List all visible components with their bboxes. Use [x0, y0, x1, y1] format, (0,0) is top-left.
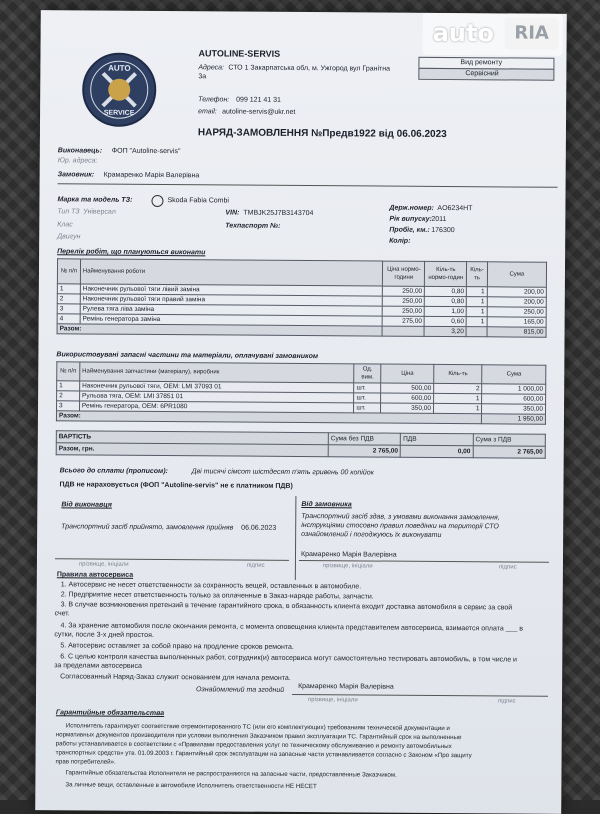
parts-cell-unit: шт. [354, 393, 381, 403]
works-cell-name: Наконечник рульової тяги правий заміна [80, 294, 383, 306]
works-col-hours: Кіль-ть нормо-годин [425, 261, 467, 286]
vehicle-engine-label: Двигун [57, 233, 81, 241]
works-cell-hour-price: 250,00 [383, 306, 425, 316]
works-cell-number: 4 [57, 314, 80, 324]
rules-item: Согласованный Наряд-Заказ служит основанием для начала ремонта. [60, 673, 291, 682]
rules-item: за пределами автосервиса [54, 662, 142, 670]
customer-sign-caption: підпис [498, 564, 517, 571]
cost-total-with-vat: 2 765,00 [473, 446, 545, 459]
rules-sign-name-caption: прізвище, ініціали [307, 697, 358, 704]
in-words-label: Всього до сплати (прописом): [59, 467, 168, 476]
parts-col-name: Найменування запчастини (матеріалу), виробник [80, 362, 355, 383]
parts-cell-number: 1 [57, 381, 80, 391]
customer-side-text-1: Транспортний засіб здав, з умовами виконання замовлення, [301, 513, 500, 522]
executor-side-text: Транспортний засіб прийнято, замовлення прийняв [61, 523, 234, 532]
email-value: autoline-servis@ukr.net [222, 108, 296, 116]
works-col-number: № п/п [57, 259, 80, 284]
executor-side-heading: Від виконавця [61, 501, 112, 509]
works-header-row [57, 259, 546, 287]
works-cell-name: Ремінь генератора заміна [80, 314, 383, 326]
address-label: Адреса: [198, 64, 225, 72]
cost-total-row [56, 443, 545, 458]
vehicle-class-label: Клас [57, 221, 73, 229]
customer-label: Замовник: [57, 171, 95, 179]
vat-note: ПДВ не нараховується (ФОП "Autoline-servis" не є платником ПДВ) [59, 481, 293, 490]
works-cell-qty: 1 [466, 307, 487, 317]
works-cell-sum: 165,00 [487, 317, 546, 327]
works-cell-qty: 1 [467, 287, 488, 297]
cost-table [56, 430, 546, 458]
parts-cell-name: Рульова тяга, OEM: LMI 37851 01 [79, 391, 354, 403]
works-cell-number: 2 [57, 294, 80, 304]
address-line-1: СТО 1 Закарпатська обл, м. Ужгород вул Гранітна [228, 64, 391, 73]
parts-table [56, 361, 546, 424]
email-label: email: [198, 108, 217, 116]
cost-total-vat: 0,00 [401, 445, 473, 458]
parts-cell-number: 3 [57, 401, 80, 411]
works-cell-sum: 200,00 [487, 287, 546, 297]
parts-cell-name: Наконечник рульової тяги, OEM: LMI 37093 01 [80, 381, 355, 393]
parts-col-unit: Од. вим. [354, 364, 381, 383]
works-total-label: Разом: [57, 324, 382, 336]
warranty-line: За личные вещи, оставленные в автомобиле Исполнитель ответственности НЕ НЕСЕТ [65, 781, 317, 791]
warranty-line: Гарантийные обязательства Исполнителя не распространяются на запасные части, предоставленные Заказчиком. [65, 769, 397, 779]
vehicle-type-label: Тип ТЗ [57, 208, 80, 216]
company-name: AUTOLINE-SERVIS [198, 48, 281, 59]
warranty-line: работы устанавливается в соответствии с «Правилами предоставления услуг по техническому обслуживанию и ремонту автомобильных [55, 740, 452, 751]
works-cell-hour-price: 250,00 [383, 286, 425, 296]
customer-side-text-3: ознайомлений і погоджуюсь їх виконувати [301, 531, 442, 539]
legal-address-label: Юр. адреса: [57, 157, 98, 165]
works-cell-hours: 1,00 [425, 306, 467, 316]
executor-sign-caption: підпис [246, 562, 265, 569]
logo-text-top: AUTO [108, 63, 131, 73]
year-label: Рік випуску: [389, 215, 432, 223]
customer-value: Крамаренко Марія Валерівна [103, 171, 200, 180]
executor-label: Виконавець: [57, 147, 103, 155]
parts-cell-price: 500,00 [381, 383, 434, 393]
customer-side-text-2: інструкціями стосовно правил поведінки на території СТО [301, 522, 499, 531]
vin-label: VIN: [225, 209, 240, 217]
cost-header-vat: ПДВ [401, 433, 473, 446]
rules-sign-caption: підпис [497, 698, 516, 705]
executor-value: ФОП "Autoline-servis" [111, 147, 181, 156]
parts-col-sum: Сума [482, 365, 546, 384]
autoria-watermark [422, 13, 562, 56]
passport-label: Техпаспорт №: [225, 222, 281, 230]
plate-label: Держ.номер: [389, 204, 434, 212]
works-cell-hours: 0,80 [425, 296, 467, 306]
mileage-value: 176300 [431, 226, 455, 235]
warranty-line: транспортных средств» утв. 01.09.2003 г. Гарантийный срок эксплуатации на запасные части устанавливается согласно с Законом «Про защиту [55, 749, 472, 760]
watermark-brand: auto [432, 18, 494, 48]
parts-cell-sum: 1 000,00 [482, 384, 546, 394]
rules-ack: Ознайомлений та згодний [196, 686, 285, 694]
rules-item: 2. Предприятие несет ответственность только за оплаченные в Заказ-наряде работы, запчасти. [60, 591, 374, 601]
works-cell-hours: 0,60 [424, 316, 466, 326]
cost-total-no-vat: 2 765,00 [328, 445, 400, 458]
works-cell-sum: 200,00 [487, 297, 546, 307]
works-cell-hour-price: 275,00 [382, 316, 424, 326]
vehicle-make-label: Марка та модель ТЗ: [57, 196, 133, 204]
rules-item: 4. За хранение автомобиля после окончания ремонта, с момента оповещения клиента представителем автосервиса, взимается оплата ___ в [60, 622, 524, 633]
works-cell-hours: 0,80 [425, 286, 467, 296]
works-cell-sum: 250,00 [487, 307, 546, 317]
work-order-document [35, 10, 567, 814]
rules-item: 5. Автосервис оставляет за собой право на продление сроков ремонта. [60, 642, 294, 651]
parts-col-qty: Кіль-ть [434, 364, 483, 383]
mileage-label: Пробіг, км.: [389, 226, 430, 234]
vehicle-make-value: Skoda Fabia Combi [167, 197, 229, 205]
rules-item: 1. Автосервис не несет ответственности за сохранность вещей, оставленных в автомобиле. [60, 581, 362, 591]
works-cell-name: Рулева тяга ліва заміна [80, 304, 383, 316]
works-col-name: Найменування роботи [80, 259, 383, 286]
in-words-value: Дві тисячі сімсот шістдесят п'ять гривень 00 копійок [191, 468, 374, 477]
repair-type-label: Вид ремонту [460, 59, 503, 67]
phone-value: 099 121 41 31 [236, 96, 281, 104]
warranty-line: Исполнитель гарантирует соответствие отремонтированного ТС (или его комплектующих) требованиям технической документации и [65, 722, 450, 733]
vin-value: TMBJK25J7B3143704 [243, 209, 314, 218]
cost-label: ВАРТІСТЬ [56, 431, 328, 445]
phone-label: Телефон: [198, 96, 230, 104]
parts-cell-unit: шт. [354, 403, 381, 413]
works-cell-number: 1 [57, 284, 80, 294]
warranty-line: прав потребителей». [55, 758, 116, 766]
works-table [57, 258, 548, 337]
cost-header-with-vat: Сума з ПДВ [473, 434, 545, 447]
parts-col-price: Ціна [381, 364, 434, 383]
plate-value: AO6234HT [437, 204, 473, 213]
repair-type-value: Сервісний [465, 70, 499, 78]
warranty-heading: Гарантийные обязательства [55, 709, 165, 718]
parts-cell-qty: 1 [434, 403, 483, 413]
parts-cell-sum: 350,00 [482, 404, 546, 414]
parts-cell-qty: 1 [434, 393, 483, 403]
cost-total-label: Разом, грн. [56, 443, 328, 457]
document-title: НАРЯД-ЗАМОВЛЕННЯ №Предв1922 від 06.06.2023 [197, 127, 447, 141]
works-cell-qty: 1 [467, 297, 488, 307]
address-line-2: 3а [198, 73, 207, 81]
parts-cell-sum: 600,00 [482, 394, 546, 404]
parts-cell-price: 350,00 [381, 403, 434, 413]
works-col-qty: Кіль-ть [467, 262, 488, 287]
executor-side-date: 06.06.2023 [241, 524, 277, 532]
watermark-badge: RIA [505, 17, 559, 49]
rules-item: счет. [54, 610, 70, 618]
autoservice-logo [82, 52, 157, 127]
parts-cell-qty: 2 [434, 383, 483, 393]
rules-item: сутки, после 3-х дней простоя. [54, 631, 154, 639]
executor-sign-name-caption: прізвище, ініціали [78, 561, 129, 568]
parts-cell-number: 2 [57, 391, 80, 401]
customer-side-name: Крамаренко Марія Валерівна [300, 551, 397, 559]
parts-total-sum: 1 950,00 [482, 414, 546, 424]
works-cell-hour-price: 250,00 [383, 296, 425, 306]
works-col-sum: Сума [487, 262, 546, 287]
parts-total-label: Разом: [56, 411, 482, 424]
vehicle-type-value: Універсал [83, 208, 116, 216]
works-total-row [57, 324, 546, 337]
rules-item: 3. В случае возникновения претензий в течение гарантийного срока, в обязанность клиента входит доставка автомобиля в сервис за свой [60, 601, 513, 612]
works-total-hours: 3,20 [424, 326, 466, 336]
gear-icon [108, 79, 130, 101]
year-value: 2011 [431, 215, 447, 224]
parts-col-number: № п/п [57, 362, 80, 381]
parts-cell-unit: шт. [354, 383, 381, 393]
warranty-line: нормативных документов производителя при условии выполнения Заказчиком правил эксплуатации ТС. Гарантийный срок на выполненные [55, 731, 462, 742]
works-heading: Перелік робіт, що плануються виконати [57, 248, 206, 257]
skoda-logo-icon [151, 195, 163, 207]
works-total-sum: 815,00 [487, 327, 546, 337]
rules-item: 6. С целью контроля качества выполненных работ, сотрудник(и) автосервиса могут самостоятельно тестировать автомобиль, в том числе и [60, 653, 518, 664]
parts-total-row [56, 411, 545, 424]
customer-sign-name-caption: прізвище, ініціали [322, 563, 373, 570]
cost-header-no-vat: Сума без ПДВ [328, 433, 400, 446]
logo-text-bottom: SERVICE [103, 109, 135, 117]
customer-side-heading: Від замовника [301, 501, 352, 509]
rules-customer-name: Крамаренко Марія Валерівна [298, 682, 394, 691]
works-cell-number: 3 [57, 304, 80, 314]
parts-heading: Використовувані запасні частини та матеріали, оплачувані замовником [56, 351, 319, 361]
rules-heading: Правила автосервиса [56, 571, 134, 579]
works-col-hour-price: Ціна нормо-години [383, 261, 425, 286]
works-cell-qty: 1 [466, 317, 487, 327]
parts-cell-name: Ремінь генератора, OEM: 6PR1080 [79, 401, 354, 413]
works-cell-name: Наконечник рульової тяги лівий заміна [80, 284, 383, 296]
color-label: Колір: [389, 237, 411, 245]
parts-cell-price: 600,00 [381, 393, 434, 403]
